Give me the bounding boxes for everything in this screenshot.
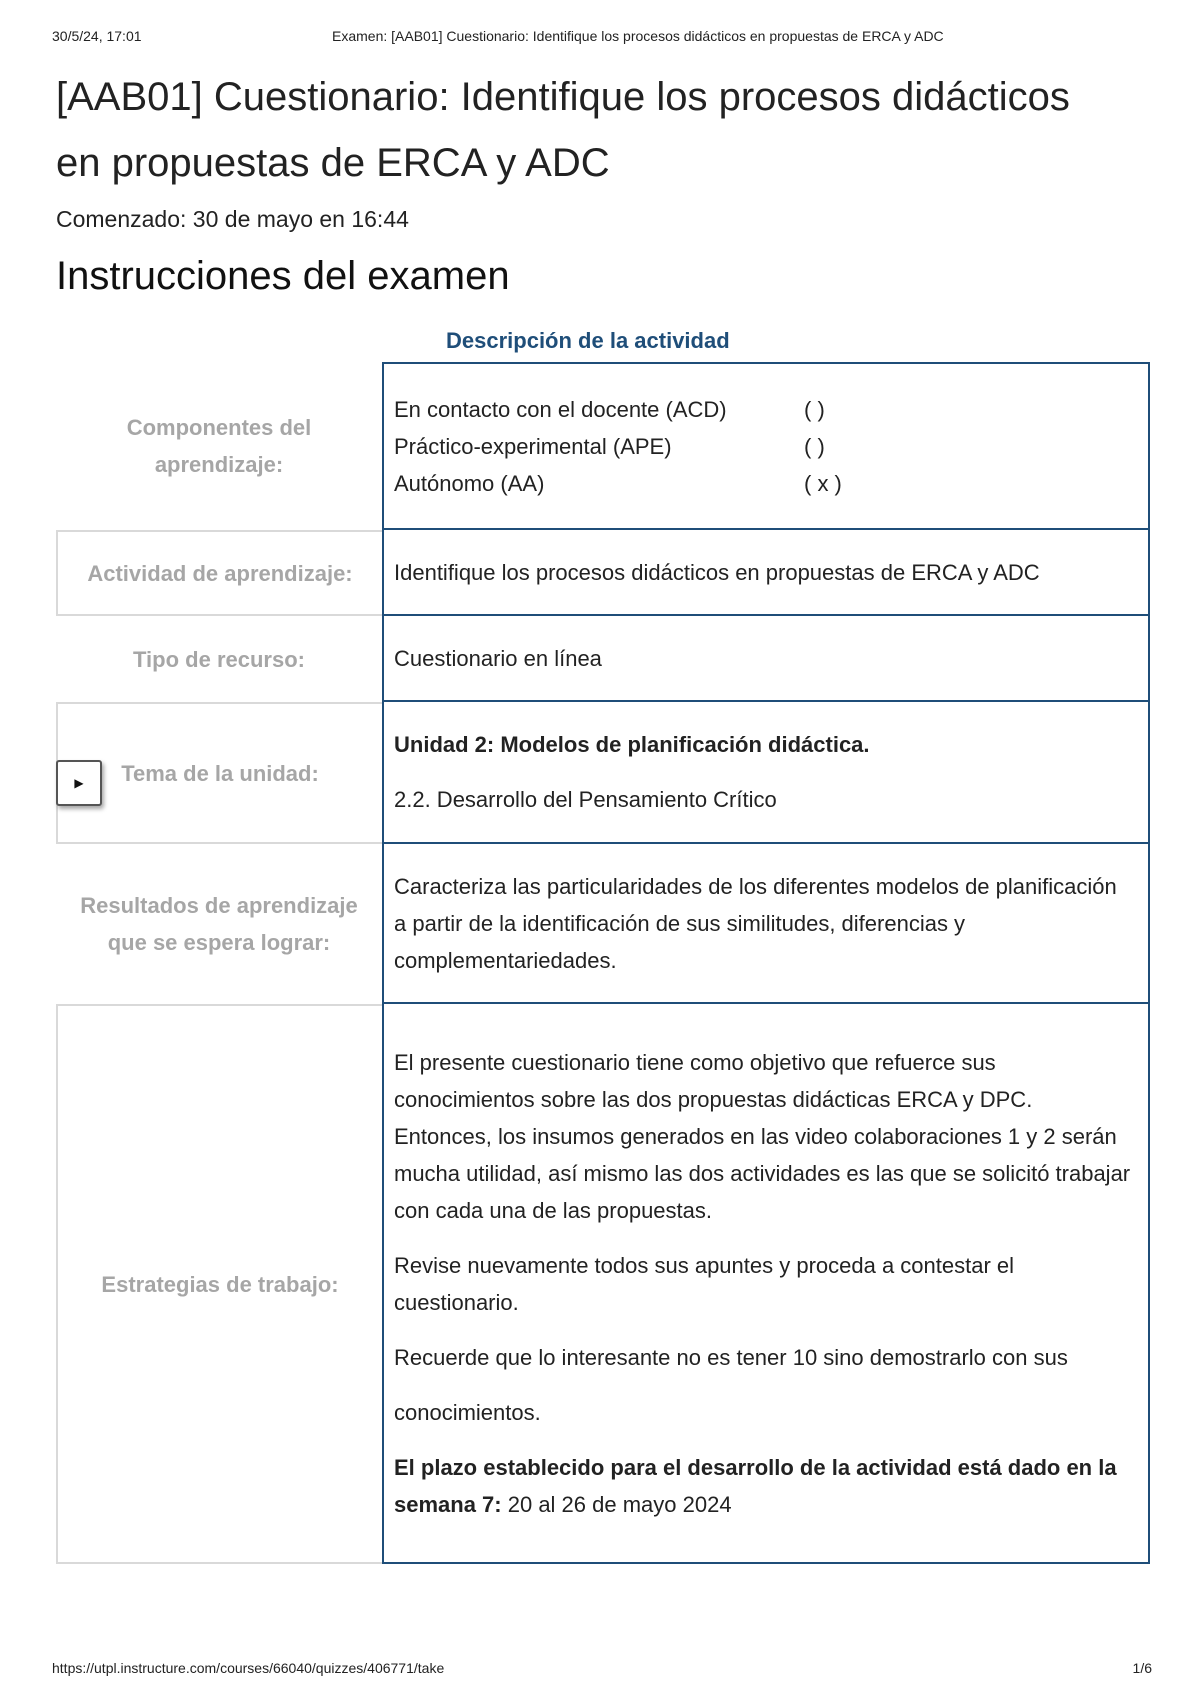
component-mark: ( x ): [804, 470, 842, 496]
component-mark: ( ): [804, 433, 825, 459]
component-item-ape: [394, 428, 1134, 465]
print-footer: [52, 1660, 1152, 1680]
value-expected-results: [382, 844, 1150, 1004]
unit-subtopic: 2.2. Desarrollo del Pensamiento Crítico: [394, 787, 777, 812]
value-resource-type: [382, 616, 1150, 702]
value-work-strategies: [382, 1004, 1150, 1564]
instructions-heading: Instrucciones del examen: [56, 254, 510, 298]
activity-info-table: [56, 362, 1150, 1564]
deadline-dates: 20 al 26 de mayo 2024: [501, 1491, 732, 1517]
value-learning-activity: [382, 530, 1150, 616]
row-unit-topic: [56, 702, 1150, 844]
component-name: Práctico-experimental (APE): [394, 433, 672, 459]
activity-description-caption: Descripción de la actividad: [446, 328, 730, 353]
component-name: Autónomo (AA): [394, 470, 545, 496]
label-work-strategies: Estrategias de trabajo:: [56, 1004, 382, 1564]
expected-results-text: Caracteriza las particularidades de los diferentes modelos de planificación a partir de la identificación de sus similitudes, diferencias y complementariedades.: [394, 873, 1117, 973]
component-name: En contacto con el docente (ACD): [394, 396, 727, 422]
strategies-paragraph: Revise nuevamente todos sus apuntes y proceda a contestar el cuestionario.: [394, 1252, 1015, 1315]
component-item-acd: [394, 391, 1134, 428]
print-document-title: Examen: [AAB01] Cuestionario: Identifique los procesos didácticos en propuestas de ERCA y ADC: [332, 28, 944, 44]
print-header: [52, 28, 1152, 48]
label-expected-results: Resultados de aprendizaje que se espera lograr:: [80, 893, 358, 955]
page-url: https://utpl.instructure.com/courses/66040/quizzes/406771/take: [52, 1660, 445, 1676]
row-learning-activity: [56, 530, 1150, 616]
resource-type-text: Cuestionario en línea: [394, 645, 602, 671]
row-resource-type: [56, 616, 1150, 702]
row-work-strategies: [56, 1004, 1150, 1564]
play-arrow-icon: ▶: [74, 776, 84, 790]
strategies-paragraph: El presente cuestionario tiene como objetivo que refuerce sus conocimientos sobre las dos propuestas didácticas ERCA y DPC. Entonces, los insumos generados en las video colaboraciones 1 y 2 serán mucha utilidad, así mismo las dos actividades es las que se solicitó trabajar con cada una de las propuestas.: [394, 1049, 1131, 1223]
deadline-paragraph: [394, 1449, 1134, 1523]
row-learning-components: [56, 362, 1150, 530]
label-learning-activity: Actividad de aprendizaje:: [56, 530, 382, 616]
page-title: [AAB01] Cuestionario: Identifique los procesos didácticos en propuestas de ERCA y ADC: [56, 75, 1070, 185]
strategies-paragraph: conocimientos.: [394, 1399, 541, 1425]
learning-activity-text: Identifique los procesos didácticos en propuestas de ERCA y ADC: [394, 559, 1040, 585]
deadline-label: El plazo establecido para el desarrollo de la actividad está dado en la semana 7:: [394, 1454, 1117, 1517]
label-learning-components: Componentes del aprendizaje:: [126, 415, 312, 477]
unit-title: Unidad 2: Modelos de planificación didáctica.: [394, 732, 870, 757]
expand-toggle-button[interactable]: [56, 760, 102, 806]
component-item-aa: [394, 465, 1134, 502]
label-resource-type: Tipo de recurso:: [133, 646, 305, 672]
component-mark: ( ): [804, 396, 825, 422]
row-expected-results: [56, 844, 1150, 1004]
value-unit-topic: [382, 702, 1150, 844]
page-number: 1/6: [1132, 1660, 1152, 1676]
label-unit-topic: Tema de la unidad:: [56, 702, 382, 844]
strategies-paragraph: Recuerde que lo interesante no es tener 10 sino demostrarlo con sus: [394, 1344, 1068, 1370]
started-timestamp: Comenzado: 30 de mayo en 16:44: [56, 206, 409, 232]
value-learning-components: [382, 362, 1150, 530]
print-date: 30/5/24, 17:01: [52, 28, 142, 44]
